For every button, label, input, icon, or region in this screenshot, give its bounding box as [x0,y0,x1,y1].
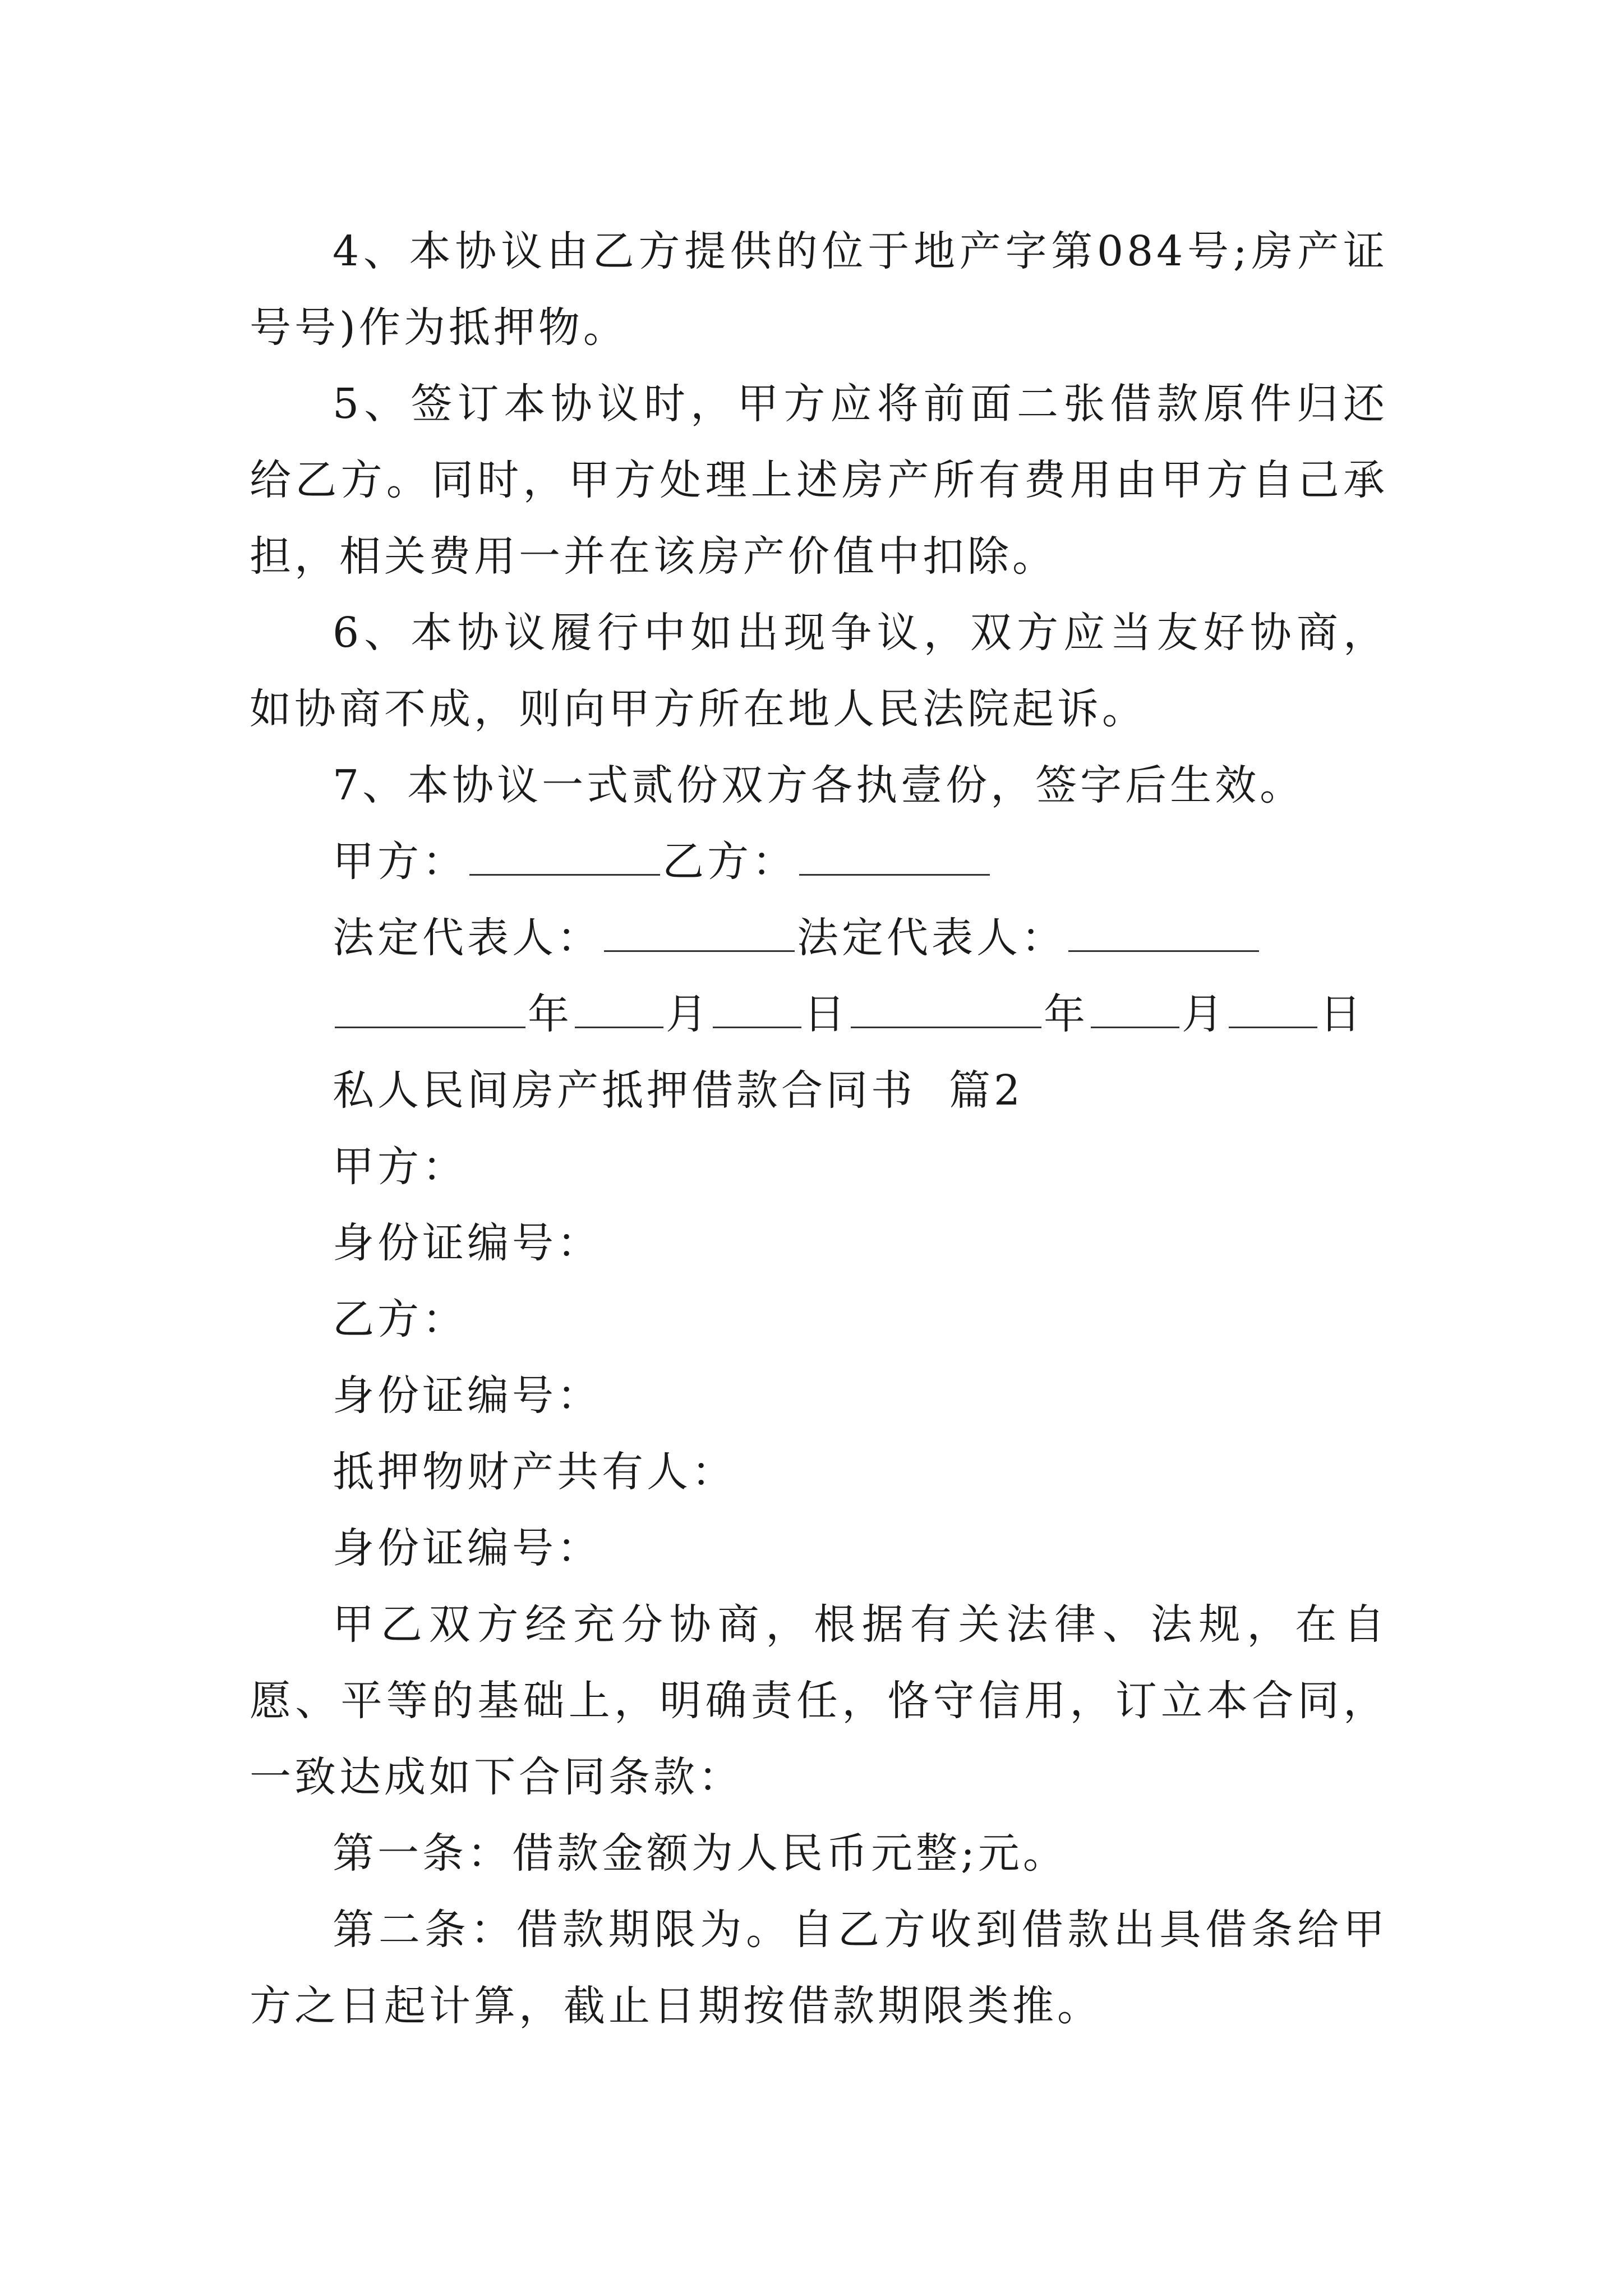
day-b-blank [1229,987,1317,1028]
party-a-field: 甲方： [333,1143,467,1191]
clause-6: 6、本协议履行中如出现争议，双方应当友好协商，如协商不成，则向甲方所在地人民法院起诉。 [250,609,1388,733]
legal-rep-a-label: 法定代表人： [333,914,602,962]
signature-date-line [250,976,1388,1052]
co-owner-id-field: 身份证编号： [333,1524,602,1572]
day-a-label: 日 [804,990,849,1038]
party-a-label: 甲方： [333,838,467,886]
signature-legal-rep-line [250,900,1388,976]
legal-rep-b-label: 法定代表人： [797,914,1066,962]
year-b-label: 年 [1044,990,1089,1038]
day-b-label: 日 [1320,990,1364,1038]
legal-rep-a-blank [604,911,795,952]
month-a-label: 月 [666,990,711,1038]
party-b-blank [799,835,990,876]
clause-7: 7、本协议一式贰份双方各执壹份，签字后生效。 [333,761,1305,809]
year-a-blank [335,987,525,1028]
party-b-field: 乙方： [333,1295,467,1343]
article-2: 第二条：借款期限为。自乙方收到借款出具借条给甲方之日起计算，截止日期按借款期限类推。 [250,1906,1388,2030]
co-owner-field: 抵押物财产共有人： [333,1448,736,1496]
contract-intro: 甲乙双方经充分协商，根据有关法律、法规，在自愿、平等的基础上，明确责任，恪守信用，订立本合同，一致达成如下合同条款： [250,1600,1388,1801]
article-1: 第一条：借款金额为人民币元整;元。 [333,1829,1068,1878]
party-a-id-field: 身份证编号： [333,1219,602,1267]
day-a-blank [713,987,801,1028]
section-title: 私人民间房产抵押借款合同书 篇2 [333,1066,1024,1115]
year-a-label: 年 [528,990,573,1038]
document-body [250,213,1388,2044]
month-b-label: 月 [1182,990,1227,1038]
party-a-blank [469,835,660,876]
party-b-label: 乙方： [662,838,797,886]
month-a-blank [575,987,663,1028]
clause-4: 4、本协议由乙方提供的位于地产字第084号;房产证号号)作为抵押物。 [250,227,1388,352]
month-b-blank [1091,987,1179,1028]
clause-5: 5、签订本协议时，甲方应将前面二张借款原件归还给乙方。同时，甲方处理上述房产所有费用由甲方自己承担，相关费用一并在该房产价值中扣除。 [250,380,1388,581]
signature-parties-line [250,823,1388,900]
party-b-id-field: 身份证编号： [333,1372,602,1420]
year-b-blank [851,987,1041,1028]
legal-rep-b-blank [1068,911,1259,952]
